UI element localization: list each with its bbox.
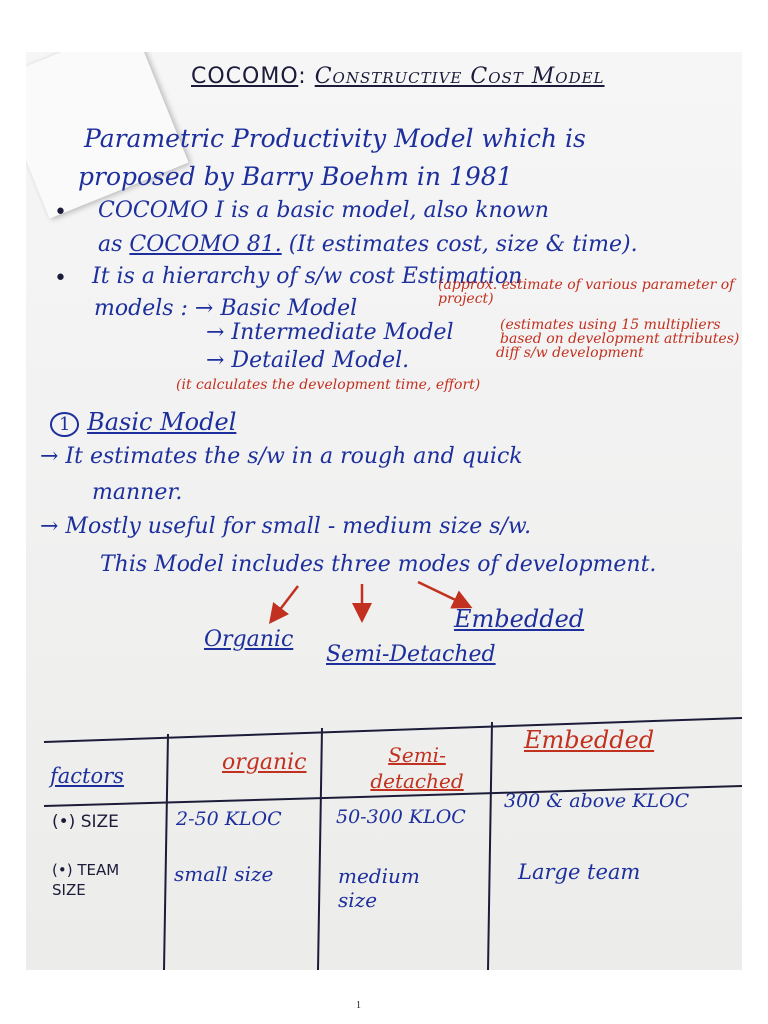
detailed-model-extra: (it calculates the development time, effort) bbox=[176, 377, 481, 393]
detailed-model-note: diff s/w development bbox=[496, 345, 644, 361]
bullet-dot-icon: • bbox=[54, 266, 67, 291]
table-header-organic: organic bbox=[222, 750, 307, 775]
title-cocomo: COCOMO bbox=[191, 64, 299, 89]
table-row-team-organic: small size bbox=[174, 862, 274, 886]
table-row-team-semi: medium size bbox=[338, 864, 420, 912]
intro-line-1: Parametric Productivity Model which is bbox=[84, 124, 586, 153]
models-basic: models : → Basic Model bbox=[94, 296, 358, 321]
title-full-name: Constructive Cost Model bbox=[314, 64, 605, 89]
table-header-semi-detached: Semi-detached bbox=[370, 743, 464, 793]
section-line-1: → It estimates the s/w in a rough and quick bbox=[40, 444, 523, 469]
section-line-1b: manner. bbox=[92, 480, 183, 505]
mode-semi-detached: Semi-Detached bbox=[326, 642, 496, 667]
page-number: 1 bbox=[356, 1000, 361, 1011]
table-header-embedded: Embedded bbox=[524, 726, 655, 754]
cocomo81-label: COCOMO 81. bbox=[129, 232, 282, 257]
models-intermediate: → Intermediate Model bbox=[206, 320, 454, 345]
table-header-factors: factors bbox=[50, 764, 124, 788]
bullet-dot-icon: • bbox=[54, 200, 67, 225]
mode-organic: Organic bbox=[204, 627, 294, 652]
table-row-size-embedded: 300 & above KLOC bbox=[504, 790, 690, 812]
section-number-badge: 1 bbox=[50, 412, 79, 437]
section-line-2: → Mostly useful for small - medium size s/w. bbox=[40, 514, 532, 539]
title-separator: : bbox=[298, 64, 307, 89]
table-row-team-embedded: Large team bbox=[518, 860, 641, 884]
table-row-team-factor: (•) TEAM SIZE bbox=[52, 861, 120, 899]
table-row-size-organic: 2-50 KLOC bbox=[176, 808, 282, 830]
intermediate-model-note: (estimates using 15 multipliers based on development attributes) bbox=[500, 317, 740, 347]
bullet-2-line-1: It is a hierarchy of s/w cost Estimation bbox=[92, 264, 523, 289]
intro-line-2: proposed by Barry Boehm in 1981 bbox=[78, 162, 513, 191]
table-row-size-factor: (•) SIZE bbox=[52, 812, 119, 832]
section-line-3: This Model includes three modes of development. bbox=[100, 552, 657, 577]
section-title: Basic Model bbox=[87, 408, 237, 436]
table-row-size-semi: 50-300 KLOC bbox=[336, 806, 466, 828]
bullet-1-line-1: COCOMO I is a basic model, also known bbox=[98, 198, 549, 223]
factors-table-grid bbox=[26, 52, 742, 970]
paper-sheet bbox=[26, 52, 742, 970]
bullet-1-note: (It estimates cost, size & time). bbox=[288, 232, 638, 257]
mode-embedded: Embedded bbox=[454, 605, 585, 633]
bullet-1-prefix: as bbox=[98, 232, 123, 257]
basic-model-note: (approx. estimate of various parameter of project) bbox=[438, 277, 735, 307]
models-detailed: → Detailed Model. bbox=[206, 348, 410, 373]
scanned-page bbox=[26, 52, 742, 970]
